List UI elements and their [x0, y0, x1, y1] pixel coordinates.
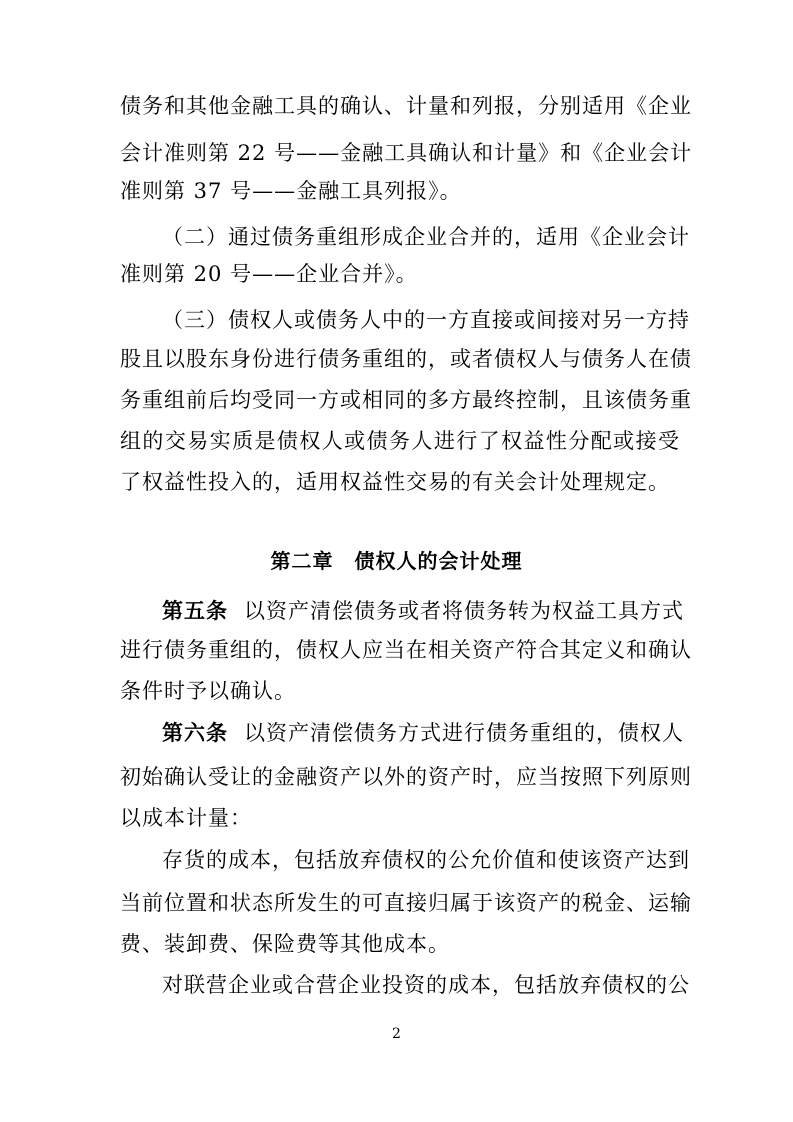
- article-text: 以资产清偿债务方式进行债务重组的，债权人: [244, 721, 684, 745]
- article-label: 第六条: [162, 721, 228, 745]
- paragraph-line: 费、装卸费、保险费等其他成本。: [120, 932, 450, 956]
- paragraph-line: 会计准则第 22 号——金融工具确认和计量》和《企业会计: [120, 141, 693, 165]
- paragraph-line: 条件时予以确认。: [120, 679, 296, 703]
- article-label: 第五条: [162, 599, 228, 623]
- paragraph-line: （三）债权人或债务人中的一方直接或间接对另一方持: [162, 308, 690, 332]
- paragraph-line: （二）通过债务重组形成企业合并的，适用《企业会计: [162, 225, 690, 249]
- article-text: 以资产清偿债务或者将债务转为权益工具方式: [244, 599, 684, 623]
- paragraph-line: 对联营企业或合营企业投资的成本，包括放弃债权的公: [162, 973, 690, 997]
- article-first-line: [162, 596, 682, 626]
- paragraph-line: 准则第 37 号——金融工具列报》。: [120, 179, 462, 203]
- paragraph-line: 存货的成本，包括放弃债权的公允价值和使该资产达到: [162, 848, 690, 872]
- article-first-line: [162, 718, 682, 748]
- chapter-heading: 第二章 债权人的会计处理: [270, 549, 523, 573]
- paragraph-line: 初始确认受让的金融资产以外的资产时，应当按照下列原则: [120, 765, 692, 789]
- page-number: 2: [392, 1026, 401, 1042]
- paragraph-line: 了权益性投入的，适用权益性交易的有关会计处理规定。: [120, 470, 670, 494]
- paragraph-line: 组的交易实质是债权人或债务人进行了权益性分配或接受: [120, 429, 680, 453]
- paragraph-line: 当前位置和状态所发生的可直接归属于该资产的税金、运输: [120, 891, 692, 915]
- paragraph-line: 进行债务重组的，债权人应当在相关资产符合其定义和确认: [120, 638, 692, 662]
- paragraph-line: 以成本计量：: [120, 806, 252, 830]
- paragraph-line: 务重组前后均受同一方或相同的多方最终控制，且该债务重: [120, 388, 692, 412]
- paragraph-line: 股且以股东身份进行债务重组的，或者债权人与债务人在债: [120, 347, 692, 371]
- paragraph-line: 准则第 20 号——企业合并》。: [120, 262, 418, 286]
- paragraph-line: 债务和其他金融工具的确认、计量和列报，分别适用《企业: [120, 94, 692, 118]
